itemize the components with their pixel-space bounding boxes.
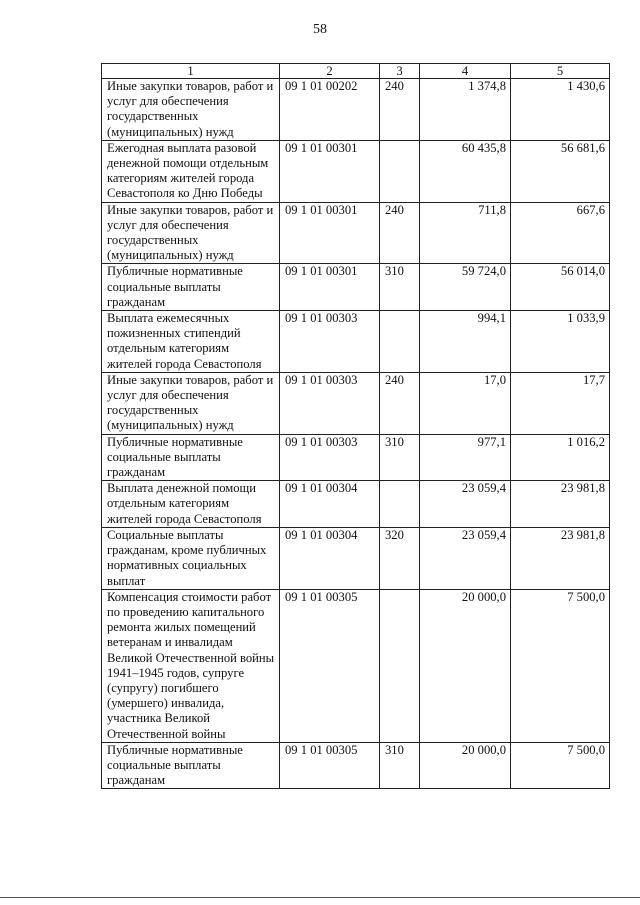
item-name: Публичные нормативные социальные выплаты гражданам [102, 434, 280, 481]
column-header-3: 3 [380, 64, 420, 79]
amount-col-4: 20 000,0 [420, 742, 511, 789]
table-row [102, 311, 610, 373]
expense-type [380, 481, 420, 528]
amount-col-5: 1 430,6 [511, 79, 610, 141]
amount-col-4: 23 059,4 [420, 481, 511, 528]
amount-col-5: 23 981,8 [511, 527, 610, 589]
amount-col-5: 1 016,2 [511, 434, 610, 481]
item-name: Выплата денежной помощи отдельным категориям жителей города Севастополя [102, 481, 280, 528]
expense-type [380, 589, 420, 742]
expense-type: 310 [380, 742, 420, 789]
item-name: Ежегодная выплата разовой денежной помощи отдельным категориям жителей города Севастополя ко Дню Победы [102, 140, 280, 202]
expense-type: 240 [380, 202, 420, 264]
table-row [102, 79, 610, 141]
header-row [102, 64, 610, 79]
table-row [102, 372, 610, 434]
expense-type: 310 [380, 434, 420, 481]
table-body [102, 79, 610, 789]
expense-type: 320 [380, 527, 420, 589]
table-row [102, 589, 610, 742]
amount-col-4: 20 000,0 [420, 589, 511, 742]
amount-col-5: 56 014,0 [511, 264, 610, 311]
item-name: Публичные нормативные социальные выплаты гражданам [102, 264, 280, 311]
target-code: 09 1 01 00303 [280, 372, 380, 434]
target-code: 09 1 01 00301 [280, 264, 380, 311]
expense-type: 240 [380, 79, 420, 141]
expense-type [380, 311, 420, 373]
budget-table [101, 63, 610, 789]
target-code: 09 1 01 00303 [280, 434, 380, 481]
amount-col-4: 23 059,4 [420, 527, 511, 589]
target-code: 09 1 01 00301 [280, 202, 380, 264]
target-code: 09 1 01 00303 [280, 311, 380, 373]
target-code: 09 1 01 00304 [280, 481, 380, 528]
table-row [102, 140, 610, 202]
amount-col-5: 56 681,6 [511, 140, 610, 202]
amount-col-5: 7 500,0 [511, 589, 610, 742]
target-code: 09 1 01 00305 [280, 589, 380, 742]
table-row [102, 742, 610, 789]
amount-col-4: 711,8 [420, 202, 511, 264]
item-name: Иные закупки товаров, работ и услуг для обеспечения государственных (муниципальных) нужд [102, 79, 280, 141]
amount-col-4: 977,1 [420, 434, 511, 481]
amount-col-5: 667,6 [511, 202, 610, 264]
page-number: 58 [313, 22, 327, 37]
expense-type: 310 [380, 264, 420, 311]
target-code: 09 1 01 00301 [280, 140, 380, 202]
table-row [102, 481, 610, 528]
target-code: 09 1 01 00304 [280, 527, 380, 589]
amount-col-5: 23 981,8 [511, 481, 610, 528]
table-row [102, 264, 610, 311]
item-name: Компенсация стоимости работ по проведению капитального ремонта жилых помещений ветеранам и инвалидам Великой Отечественной войны 1941–1945 годов, супруге (супругу) погибшего (умершего) инвалида, участника Великой Отечественной войны [102, 589, 280, 742]
amount-col-5: 1 033,9 [511, 311, 610, 373]
amount-col-4: 994,1 [420, 311, 511, 373]
expense-type [380, 140, 420, 202]
column-header-2: 2 [280, 64, 380, 79]
item-name: Выплата ежемесячных пожизненных стипендий отдельным категориям жителей города Севастополя [102, 311, 280, 373]
amount-col-5: 17,7 [511, 372, 610, 434]
item-name: Иные закупки товаров, работ и услуг для обеспечения государственных (муниципальных) нужд [102, 372, 280, 434]
amount-col-4: 1 374,8 [420, 79, 511, 141]
item-name: Социальные выплаты гражданам, кроме публичных нормативных социальных выплат [102, 527, 280, 589]
amount-col-4: 60 435,8 [420, 140, 511, 202]
table-row [102, 202, 610, 264]
target-code: 09 1 01 00202 [280, 79, 380, 141]
target-code: 09 1 01 00305 [280, 742, 380, 789]
table-row [102, 527, 610, 589]
page-bottom-divider [0, 897, 640, 898]
table-row [102, 434, 610, 481]
amount-col-5: 7 500,0 [511, 742, 610, 789]
item-name: Публичные нормативные социальные выплаты гражданам [102, 742, 280, 789]
column-header-4: 4 [420, 64, 511, 79]
amount-col-4: 17,0 [420, 372, 511, 434]
expense-type: 240 [380, 372, 420, 434]
item-name: Иные закупки товаров, работ и услуг для обеспечения государственных (муниципальных) нужд [102, 202, 280, 264]
column-header-5: 5 [511, 64, 610, 79]
amount-col-4: 59 724,0 [420, 264, 511, 311]
column-header-1: 1 [102, 64, 280, 79]
table-header [102, 64, 610, 79]
